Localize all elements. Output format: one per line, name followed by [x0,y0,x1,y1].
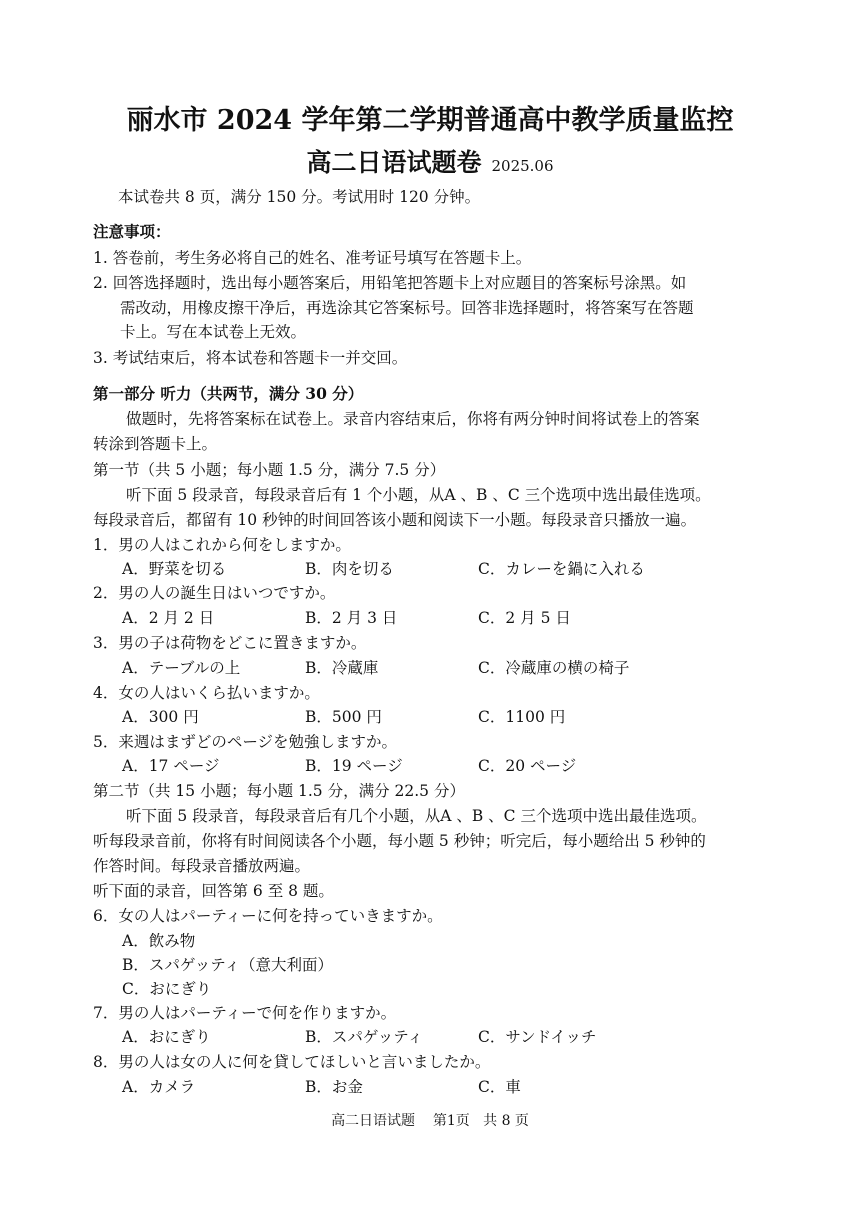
question-4-option-a: A．300 円 [122,708,199,726]
question-6: 6．女の人はパーティーに何を持っていきますか。 [93,907,443,925]
question-8-option-c: C．車 [478,1078,521,1096]
question-1: 1．男の人はこれから何をしますか。 [93,536,351,554]
question-5-option-b: B．19 ページ [305,757,403,775]
part1-intro-line2: 转涂到答题卡上。 [93,435,218,453]
section2-intro-line2: 听每段录音前，你将有时间阅读各个小题，每小题 5 秒钟；听完后，每小题给出 5 秒钟的 [93,832,706,850]
question-7-option-b: B．スパゲッティ [305,1028,424,1046]
question-5: 5．来週はまずどのページを勉強しますか。 [93,733,398,751]
page-footer: 高二日语试题 第1页 共 8 页 [331,1113,529,1129]
question-7-option-a: A．おにぎり [122,1028,211,1046]
question-2-option-a: A．2 月 2 日 [122,609,215,627]
note-3: 3. 考试结束后，将本试卷和答题卡一并交回。 [93,349,408,367]
question-7-option-c: C．サンドイッチ [478,1028,597,1046]
section1-intro-line1: 听下面 5 段录音，每段录音后有 1 个小题，从A 、B 、C 三个选项中选出最佳选项。 [126,486,711,504]
exam-intro: 本试卷共 8 页，满分 150 分。考试用时 120 分钟。 [118,188,481,206]
section1-heading: 第一节（共 5 小题；每小题 1.5 分，满分 7.5 分） [93,461,446,479]
question-3: 3．男の子は荷物をどこに置きますか。 [93,634,367,652]
part1-heading: 第一部分 听力（共两节，满分 30 分） [93,384,364,403]
section2-intro-line3: 作答时间。每段录音播放两遍。 [93,857,311,875]
question-7: 7．男の人はパーティーで何を作りますか。 [93,1004,397,1022]
question-6-option-a: A．飲み物 [122,932,196,950]
note-2-line3: 卡上。写在本试卷上无效。 [120,323,307,341]
question-1-option-a: A．野菜を切る [122,560,227,578]
question-1-option-c: C．カレーを鍋に入れる [478,560,645,578]
exam-date: 2025.06 [491,157,554,175]
question-2-option-b: B．2 月 3 日 [305,609,398,627]
question-3-option-b: B．冷蔵庫 [305,659,379,677]
notes-heading: 注意事项： [93,222,171,241]
question-2: 2．男の人の誕生日はいつですか。 [93,584,336,602]
subtitle-row [0,143,860,179]
exam-title: 丽水市 2024 学年第二学期普通高中教学质量监控 [126,105,734,136]
note-2-line2: 需改动，用橡皮擦干净后，再选涂其它答案标号。回答非选择题时，将答案写在答题 [120,299,694,317]
question-5-option-c: C．20 ページ [478,757,577,775]
part1-intro-line1: 做题时，先将答案标在试卷上。录音内容结束后，你将有两分钟时间将试卷上的答案 [126,410,700,428]
question-3-option-c: C．冷蔵庫の横の椅子 [478,659,630,677]
question-8: 8．男の人は女の人に何を貸してほしいと言いましたか。 [93,1053,491,1071]
question-5-option-a: A．17 ページ [122,757,220,775]
note-2-line1: 2. 回答选择题时，选出每小题答案后，用铅笔把答题卡上对应题目的答案标号涂黑。如 [93,274,687,292]
question-3-option-a: A．テーブルの上 [122,659,241,677]
question-2-option-c: C．2 月 5 日 [478,609,571,627]
section2-intro-line1: 听下面 5 段录音，每段录音后有几个小题，从A 、B 、C 三个选项中选出最佳选项。 [126,807,707,825]
question-1-option-b: B．肉を切る [305,560,394,578]
exam-subtitle: 高二日语试题卷 [306,148,482,177]
question-6-option-c: C．おにぎり [122,980,212,998]
section2-listen: 听下面的录音，回答第 6 至 8 题。 [93,882,334,900]
note-1: 1. 答卷前，考生务必将自己的姓名、准考证号填写在答题卡上。 [93,249,532,267]
section1-intro-line2: 每段录音后，都留有 10 秒钟的时间回答该小题和阅读下一小题。每段录音只播放一遍。 [93,511,697,529]
question-4-option-c: C．1100 円 [478,708,566,726]
question-8-option-b: B．お金 [305,1078,363,1096]
question-8-option-a: A．カメラ [122,1078,196,1096]
question-4-option-b: B．500 円 [305,708,382,726]
section2-heading: 第二节（共 15 小题；每小题 1.5 分，满分 22.5 分） [93,782,465,800]
question-4: 4．女の人はいくら払いますか。 [93,684,320,702]
question-6-option-b: B．スパゲッティ（意大利面） [122,956,334,974]
